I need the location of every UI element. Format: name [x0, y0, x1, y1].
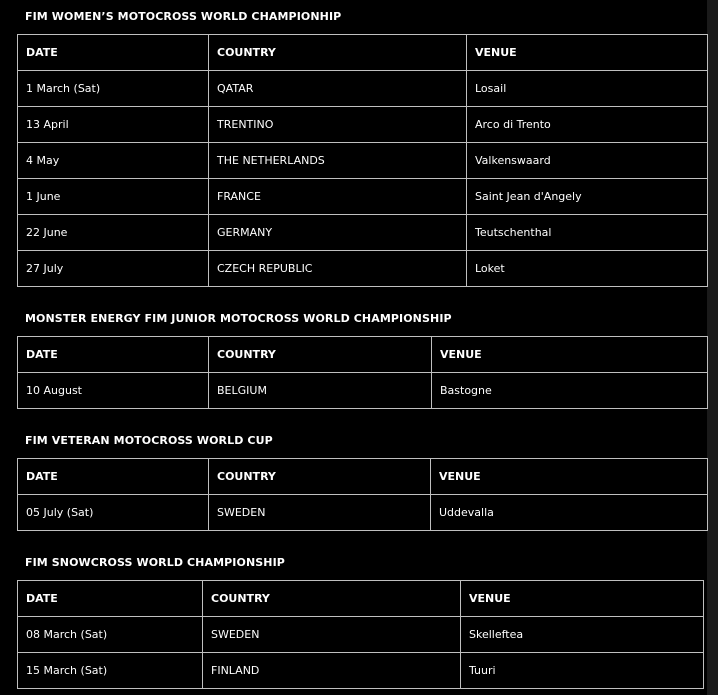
section-title: FIM SNOWCROSS WORLD CHAMPIONSHIP — [25, 556, 285, 569]
table-header-row — [18, 35, 708, 71]
cell-venue: Losail — [467, 71, 708, 107]
section-title: FIM VETERAN MOTOCROSS WORLD CUP — [25, 434, 273, 447]
cell-country: FRANCE — [209, 179, 467, 215]
cell-date: 13 April — [18, 107, 209, 143]
cell-venue: Tuuri — [461, 653, 704, 689]
cell-venue: Loket — [467, 251, 708, 287]
cell-date: 10 August — [18, 373, 209, 409]
table-row — [18, 373, 708, 409]
table-row — [18, 179, 708, 215]
header-date: DATE — [18, 581, 203, 617]
table-row — [18, 143, 708, 179]
header-country: COUNTRY — [203, 581, 461, 617]
cell-venue: Skelleftea — [461, 617, 704, 653]
cell-venue: Arco di Trento — [467, 107, 708, 143]
table-header-row — [18, 459, 708, 495]
header-date: DATE — [18, 35, 209, 71]
schedule-table — [17, 336, 708, 409]
header-venue: VENUE — [461, 581, 704, 617]
header-date: DATE — [18, 459, 209, 495]
page-scrollbar-track[interactable] — [707, 0, 718, 695]
cell-date: 15 March (Sat) — [18, 653, 203, 689]
table-row — [18, 215, 708, 251]
cell-country: CZECH REPUBLIC — [209, 251, 467, 287]
cell-venue: Uddevalla — [431, 495, 708, 531]
table-row — [18, 251, 708, 287]
cell-venue: Bastogne — [432, 373, 708, 409]
cell-country: SWEDEN — [209, 495, 431, 531]
section-title: FIM WOMEN’S MOTOCROSS WORLD CHAMPIONHIP — [25, 10, 342, 23]
cell-country: THE NETHERLANDS — [209, 143, 467, 179]
cell-venue: Saint Jean d'Angely — [467, 179, 708, 215]
cell-date: 27 July — [18, 251, 209, 287]
schedule-table — [17, 34, 708, 287]
table-header-row — [18, 581, 704, 617]
cell-country: FINLAND — [203, 653, 461, 689]
header-venue: VENUE — [431, 459, 708, 495]
cell-date: 05 July (Sat) — [18, 495, 209, 531]
cell-date: 08 March (Sat) — [18, 617, 203, 653]
cell-date: 22 June — [18, 215, 209, 251]
cell-date: 1 June — [18, 179, 209, 215]
table-row — [18, 71, 708, 107]
header-country: COUNTRY — [209, 337, 432, 373]
schedule-table — [17, 580, 704, 689]
header-date: DATE — [18, 337, 209, 373]
cell-country: SWEDEN — [203, 617, 461, 653]
cell-country: TRENTINO — [209, 107, 467, 143]
header-venue: VENUE — [432, 337, 708, 373]
schedule-table — [17, 458, 708, 531]
cell-date: 1 March (Sat) — [18, 71, 209, 107]
cell-country: GERMANY — [209, 215, 467, 251]
cell-date: 4 May — [18, 143, 209, 179]
table-header-row — [18, 337, 708, 373]
header-venue: VENUE — [467, 35, 708, 71]
section-title: MONSTER ENERGY FIM JUNIOR MOTOCROSS WORLD CHAMPIONSHIP — [25, 312, 452, 325]
table-row — [18, 617, 704, 653]
cell-venue: Valkenswaard — [467, 143, 708, 179]
cell-country: BELGIUM — [209, 373, 432, 409]
table-row — [18, 107, 708, 143]
header-country: COUNTRY — [209, 35, 467, 71]
table-row — [18, 495, 708, 531]
header-country: COUNTRY — [209, 459, 431, 495]
cell-country: QATAR — [209, 71, 467, 107]
cell-venue: Teutschenthal — [467, 215, 708, 251]
table-row — [18, 653, 704, 689]
